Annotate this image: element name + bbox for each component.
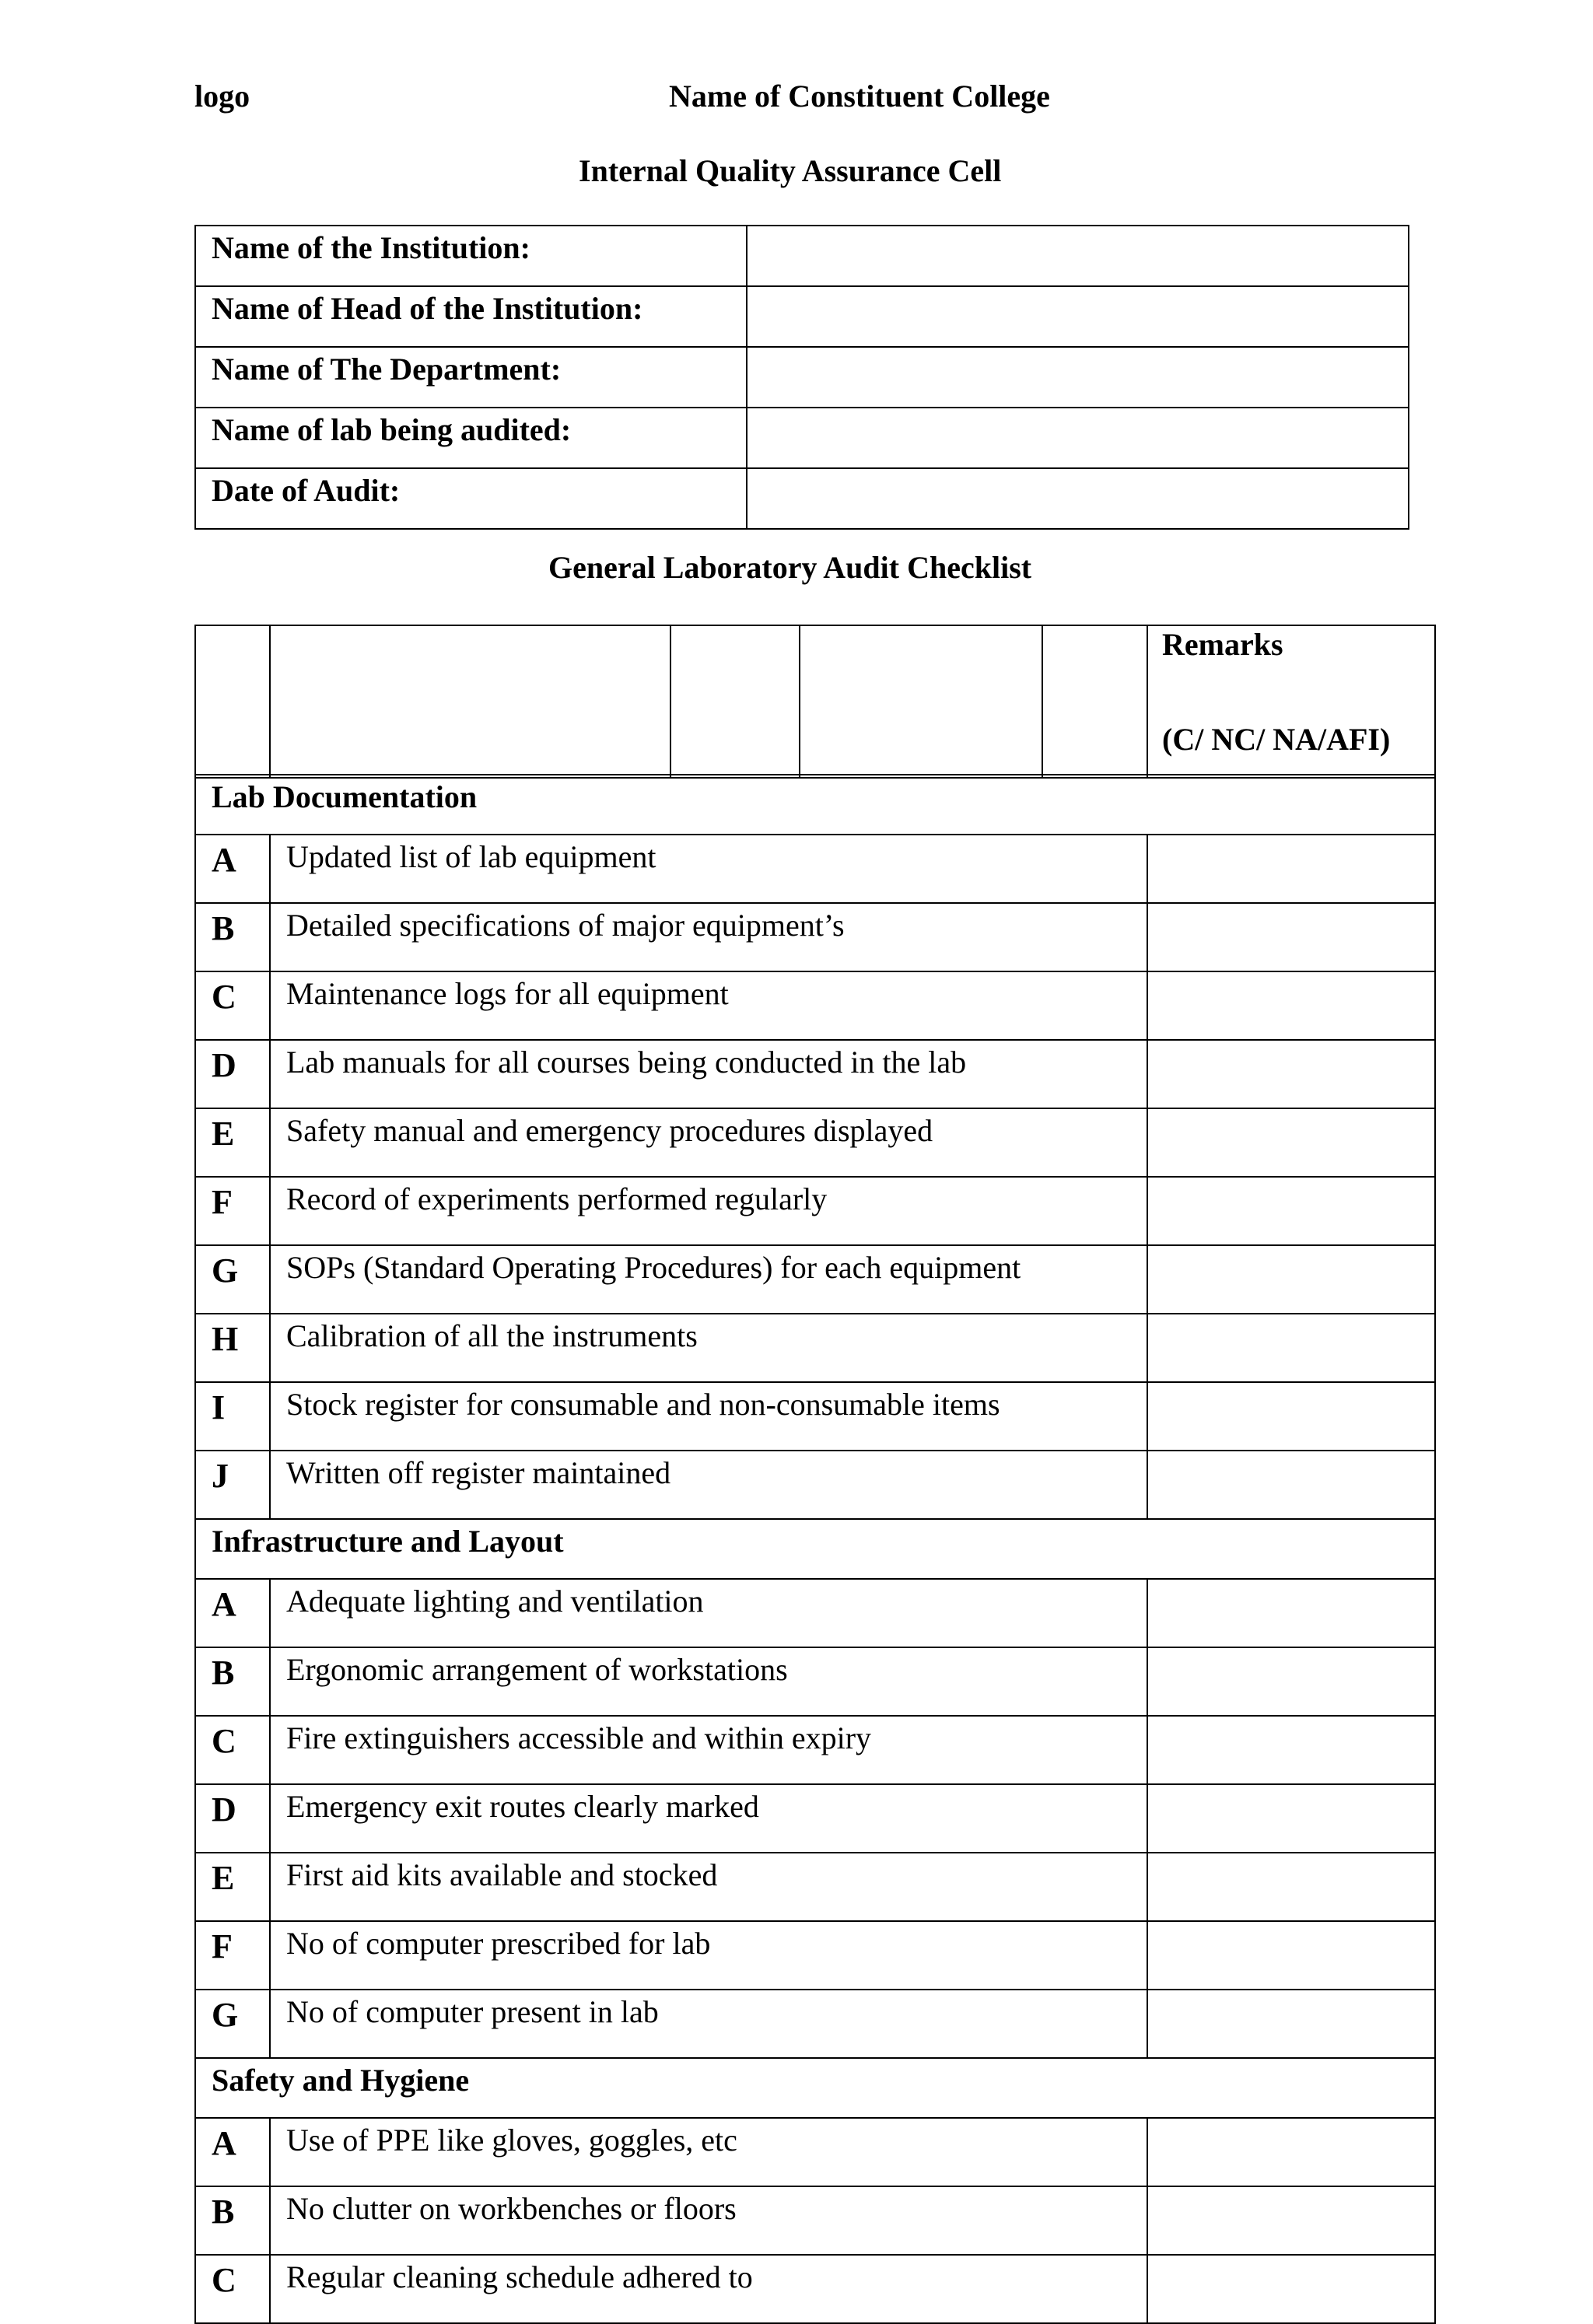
info-row: [195, 226, 1409, 286]
info-value-field[interactable]: [747, 226, 1409, 286]
remarks-cell[interactable]: [1147, 2186, 1435, 2255]
remarks-cell[interactable]: [1147, 2118, 1435, 2186]
item-letter: C: [195, 1716, 270, 1784]
institution-info-table: [194, 225, 1409, 530]
item-text: Fire extinguishers accessible and within expiry: [270, 1716, 1147, 1784]
checklist-item-row: [195, 835, 1435, 903]
header-cell-blank: [670, 625, 800, 778]
remarks-cell[interactable]: [1147, 1314, 1435, 1382]
checklist-item-row: [195, 1451, 1435, 1519]
item-text: Safety manual and emergency procedures displayed: [270, 1108, 1147, 1177]
checklist-item-row: [195, 1245, 1435, 1314]
item-letter: B: [195, 903, 270, 971]
item-text: Regular cleaning schedule adhered to: [270, 2255, 1147, 2323]
info-value-field[interactable]: [747, 408, 1409, 468]
remarks-cell[interactable]: [1147, 1647, 1435, 1716]
section-row: [195, 1519, 1435, 1579]
item-text: Calibration of all the instruments: [270, 1314, 1147, 1382]
remarks-cell[interactable]: [1147, 971, 1435, 1040]
item-text: First aid kits available and stocked: [270, 1853, 1147, 1921]
item-text: No clutter on workbenches or floors: [270, 2186, 1147, 2255]
header-cell-blank: [1042, 625, 1147, 778]
checklist-item-row: [195, 1040, 1435, 1108]
checklist-header-table: [194, 625, 1436, 779]
item-text: Emergency exit routes clearly marked: [270, 1784, 1147, 1853]
item-letter: C: [195, 971, 270, 1040]
section-row: [195, 2058, 1435, 2118]
checklist-header-row: [195, 625, 1435, 778]
info-label: Date of Audit:: [195, 468, 747, 529]
header-cell-blank: [195, 625, 270, 778]
item-text: Use of PPE like gloves, goggles, etc: [270, 2118, 1147, 2186]
info-label: Name of lab being audited:: [195, 408, 747, 468]
remarks-header: [1147, 625, 1435, 778]
section-title: Infrastructure and Layout: [195, 1519, 1435, 1579]
item-letter: G: [195, 1245, 270, 1314]
item-letter: I: [195, 1382, 270, 1451]
checklist-item-row: [195, 903, 1435, 971]
item-letter: E: [195, 1853, 270, 1921]
remarks-cell[interactable]: [1147, 835, 1435, 903]
item-letter: G: [195, 1990, 270, 2058]
remarks-cell[interactable]: [1147, 1990, 1435, 2058]
checklist-item-row: [195, 1716, 1435, 1784]
checklist-item-row: [195, 1314, 1435, 1382]
item-text: No of computer prescribed for lab: [270, 1921, 1147, 1990]
header-cell-blank: [800, 625, 1042, 778]
remarks-cell[interactable]: [1147, 1451, 1435, 1519]
item-text: Updated list of lab equipment: [270, 835, 1147, 903]
remarks-cell[interactable]: [1147, 1245, 1435, 1314]
remarks-cell[interactable]: [1147, 1853, 1435, 1921]
item-letter: H: [195, 1314, 270, 1382]
item-letter: E: [195, 1108, 270, 1177]
item-text: Lab manuals for all courses being conducted in the lab: [270, 1040, 1147, 1108]
section-row: [195, 775, 1435, 835]
checklist-table: [194, 774, 1436, 2324]
remarks-cell[interactable]: [1147, 1382, 1435, 1451]
checklist-item-row: [195, 2118, 1435, 2186]
item-letter: F: [195, 1177, 270, 1245]
item-letter: A: [195, 2118, 270, 2186]
item-text: Maintenance logs for all equipment: [270, 971, 1147, 1040]
remarks-cell[interactable]: [1147, 1921, 1435, 1990]
info-row: [195, 408, 1409, 468]
item-letter: J: [195, 1451, 270, 1519]
checklist-item-row: [195, 1177, 1435, 1245]
item-text: Record of experiments performed regularly: [270, 1177, 1147, 1245]
info-value-field[interactable]: [747, 347, 1409, 408]
item-text: SOPs (Standard Operating Procedures) for each equipment: [270, 1245, 1147, 1314]
info-row: [195, 286, 1409, 347]
checklist-item-row: [195, 1647, 1435, 1716]
info-row: [195, 468, 1409, 529]
checklist-title: General Laboratory Audit Checklist: [548, 550, 1032, 585]
item-letter: F: [195, 1921, 270, 1990]
remarks-cell[interactable]: [1147, 1108, 1435, 1177]
item-letter: A: [195, 1579, 270, 1647]
item-text: Written off register maintained: [270, 1451, 1147, 1519]
item-text: Stock register for consumable and non-consumable items: [270, 1382, 1147, 1451]
logo-placeholder: logo: [194, 79, 250, 114]
checklist-item-row: [195, 1579, 1435, 1647]
remarks-cell[interactable]: [1147, 1716, 1435, 1784]
remarks-codes: (C/ NC/ NA/AFI): [1162, 722, 1391, 757]
item-text: No of computer present in lab: [270, 1990, 1147, 2058]
checklist-item-row: [195, 1108, 1435, 1177]
remarks-label: Remarks: [1162, 627, 1283, 662]
checklist-item-row: [195, 1853, 1435, 1921]
item-letter: D: [195, 1040, 270, 1108]
section-title: Lab Documentation: [195, 775, 1435, 835]
remarks-cell[interactable]: [1147, 1177, 1435, 1245]
section-title: Safety and Hygiene: [195, 2058, 1435, 2118]
item-text: Ergonomic arrangement of workstations: [270, 1647, 1147, 1716]
info-row: [195, 347, 1409, 408]
item-letter: B: [195, 1647, 270, 1716]
item-letter: D: [195, 1784, 270, 1853]
item-letter: C: [195, 2255, 270, 2323]
cell-name: Internal Quality Assurance Cell: [579, 153, 1002, 188]
info-label: Name of Head of the Institution:: [195, 286, 747, 347]
remarks-cell[interactable]: [1147, 1579, 1435, 1647]
info-label: Name of the Institution:: [195, 226, 747, 286]
college-name: Name of Constituent College: [669, 79, 1050, 114]
remarks-cell[interactable]: [1147, 903, 1435, 971]
checklist-item-row: [195, 1382, 1435, 1451]
item-letter: B: [195, 2186, 270, 2255]
checklist-item-row: [195, 1784, 1435, 1853]
checklist-item-row: [195, 971, 1435, 1040]
remarks-cell[interactable]: [1147, 1784, 1435, 1853]
checklist-item-row: [195, 2255, 1435, 2323]
checklist-item-row: [195, 1990, 1435, 2058]
item-text: Detailed specifications of major equipment’s: [270, 903, 1147, 971]
remarks-cell[interactable]: [1147, 1040, 1435, 1108]
checklist-item-row: [195, 2186, 1435, 2255]
item-text: Adequate lighting and ventilation: [270, 1579, 1147, 1647]
remarks-cell[interactable]: [1147, 2255, 1435, 2323]
info-value-field[interactable]: [747, 468, 1409, 529]
info-label: Name of The Department:: [195, 347, 747, 408]
header-cell-blank: [270, 625, 670, 778]
checklist-item-row: [195, 1921, 1435, 1990]
info-value-field[interactable]: [747, 286, 1409, 347]
item-letter: A: [195, 835, 270, 903]
